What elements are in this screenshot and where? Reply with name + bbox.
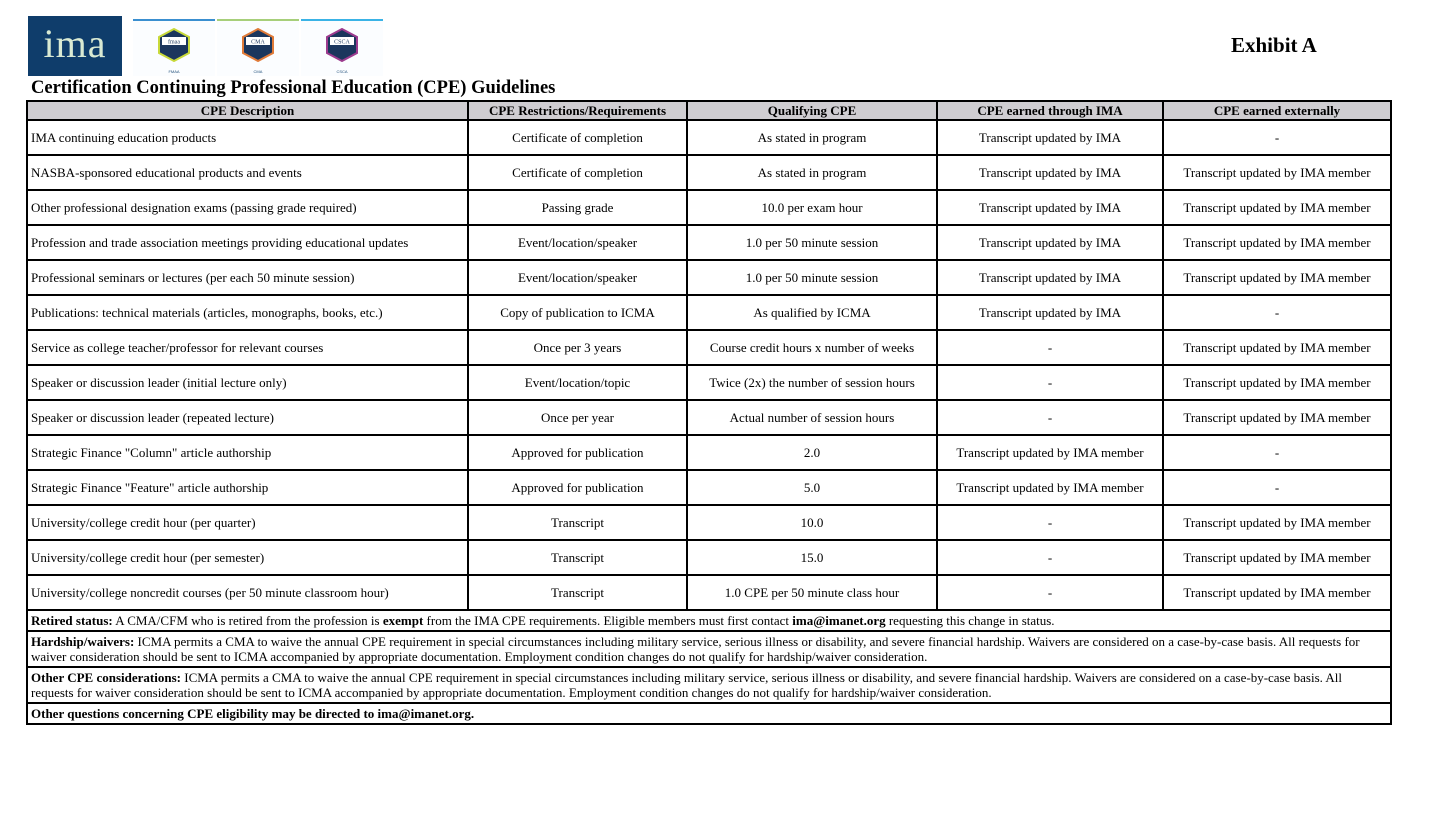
cell-externally: - xyxy=(1163,470,1391,505)
retired-text-b: from the IMA CPE requirements. Eligible members must first contact xyxy=(423,613,793,628)
cell-externally: Transcript updated by IMA member xyxy=(1163,575,1391,610)
cell-restrictions: Event/location/topic xyxy=(468,365,687,400)
cell-externally: - xyxy=(1163,295,1391,330)
hardship-waivers-row xyxy=(27,631,1391,667)
other-considerations-text: ICMA permits a CMA to waive the annual CPE requirement in special circumstances including military service, serious illness or disability, and severe financial hardship. Waivers are considered on a case-by-case basis. All requests for waiver consideration should be sent to ICMA accompanied by appropriate documentation. Employment condition changes do not qualify for hardship/waiver consideration. xyxy=(31,670,1343,700)
other-questions-row xyxy=(27,703,1391,724)
cell-through-ima: Transcript updated by IMA xyxy=(937,155,1163,190)
csca-caption: CSCA xyxy=(336,69,348,74)
notes-section xyxy=(27,610,1391,724)
cell-qualifying: Course credit hours x number of weeks xyxy=(687,330,937,365)
cell-qualifying: 15.0 xyxy=(687,540,937,575)
cell-description: Strategic Finance "Feature" article authorship xyxy=(27,470,468,505)
cell-through-ima: Transcript updated by IMA xyxy=(937,190,1163,225)
cell-restrictions: Once per year xyxy=(468,400,687,435)
cell-through-ima: Transcript updated by IMA xyxy=(937,120,1163,155)
cell-through-ima: Transcript updated by IMA member xyxy=(937,435,1163,470)
cell-description: Other professional designation exams (passing grade required) xyxy=(27,190,468,225)
cell-externally: Transcript updated by IMA member xyxy=(1163,540,1391,575)
cell-through-ima: - xyxy=(937,330,1163,365)
cell-restrictions: Copy of publication to ICMA xyxy=(468,295,687,330)
cell-through-ima: - xyxy=(937,540,1163,575)
cell-through-ima: - xyxy=(937,365,1163,400)
cell-qualifying: 10.0 per exam hour xyxy=(687,190,937,225)
table-row xyxy=(27,540,1391,575)
retired-status-row xyxy=(27,610,1391,631)
page-title: Certification Continuing Professional Education (CPE) Guidelines xyxy=(31,78,556,98)
table-row xyxy=(27,260,1391,295)
fmaa-badge-text: fmaa xyxy=(168,39,180,46)
cell-description: Service as college teacher/professor for relevant courses xyxy=(27,330,468,365)
cell-externally: Transcript updated by IMA member xyxy=(1163,365,1391,400)
table-row xyxy=(27,365,1391,400)
cell-description: Speaker or discussion leader (initial lecture only) xyxy=(27,365,468,400)
cell-restrictions: Event/location/speaker xyxy=(468,260,687,295)
cell-through-ima: - xyxy=(937,505,1163,540)
cell-description: NASBA-sponsored educational products and events xyxy=(27,155,468,190)
cell-description: University/college credit hour (per semester) xyxy=(27,540,468,575)
table-row xyxy=(27,400,1391,435)
table-row xyxy=(27,120,1391,155)
other-considerations-label: Other CPE considerations: xyxy=(31,670,181,685)
cell-externally: Transcript updated by IMA member xyxy=(1163,505,1391,540)
csca-badge xyxy=(301,19,383,76)
cell-description: Speaker or discussion leader (repeated lecture) xyxy=(27,400,468,435)
cell-qualifying: 5.0 xyxy=(687,470,937,505)
cell-description: Strategic Finance "Column" article authorship xyxy=(27,435,468,470)
cell-qualifying: As qualified by ICMA xyxy=(687,295,937,330)
table-row xyxy=(27,505,1391,540)
hardship-label: Hardship/waivers: xyxy=(31,634,135,649)
retired-status-label: Retired status: xyxy=(31,613,113,628)
table-row xyxy=(27,190,1391,225)
table-body xyxy=(27,120,1391,610)
column-header-externally: CPE earned externally xyxy=(1163,101,1391,120)
table-header-row xyxy=(27,101,1391,120)
fmaa-badge-icon xyxy=(157,28,191,62)
cell-through-ima: Transcript updated by IMA member xyxy=(937,470,1163,505)
cell-externally: Transcript updated by IMA member xyxy=(1163,330,1391,365)
cell-qualifying: 2.0 xyxy=(687,435,937,470)
cell-through-ima: - xyxy=(937,400,1163,435)
cell-qualifying: 1.0 per 50 minute session xyxy=(687,225,937,260)
cell-description: University/college credit hour (per quarter) xyxy=(27,505,468,540)
cell-description: Publications: technical materials (articles, monographs, books, etc.) xyxy=(27,295,468,330)
cell-description: Professional seminars or lectures (per each 50 minute session) xyxy=(27,260,468,295)
retired-text-c: requesting this change in status. xyxy=(885,613,1055,628)
cell-description: Profession and trade association meetings providing educational updates xyxy=(27,225,468,260)
hardship-waivers-note xyxy=(27,631,1391,667)
exhibit-label: Exhibit A xyxy=(1231,33,1317,57)
other-considerations-note xyxy=(27,667,1391,703)
cell-description: IMA continuing education products xyxy=(27,120,468,155)
retired-contact-email[interactable]: ima@imanet.org xyxy=(792,613,886,628)
column-header-qualifying: Qualifying CPE xyxy=(687,101,937,120)
cpe-guidelines-table xyxy=(26,100,1392,725)
cell-qualifying: 10.0 xyxy=(687,505,937,540)
cell-qualifying: As stated in program xyxy=(687,155,937,190)
cma-caption: CMA xyxy=(253,69,263,74)
cell-externally: Transcript updated by IMA member xyxy=(1163,190,1391,225)
cell-through-ima: Transcript updated by IMA xyxy=(937,225,1163,260)
cell-qualifying: 1.0 CPE per 50 minute class hour xyxy=(687,575,937,610)
retired-exempt-word: exempt xyxy=(382,613,424,628)
cell-externally: Transcript updated by IMA member xyxy=(1163,400,1391,435)
table-row xyxy=(27,225,1391,260)
cell-qualifying: 1.0 per 50 minute session xyxy=(687,260,937,295)
cell-restrictions: Transcript xyxy=(468,505,687,540)
table-row xyxy=(27,470,1391,505)
cell-qualifying: Actual number of session hours xyxy=(687,400,937,435)
table-row xyxy=(27,575,1391,610)
cell-through-ima: - xyxy=(937,575,1163,610)
other-considerations-row xyxy=(27,667,1391,703)
cma-badge xyxy=(217,19,299,76)
cell-externally: Transcript updated by IMA member xyxy=(1163,225,1391,260)
csca-badge-icon xyxy=(325,28,359,62)
column-header-restrictions: CPE Restrictions/Requirements xyxy=(468,101,687,120)
cell-externally: Transcript updated by IMA member xyxy=(1163,155,1391,190)
column-header-description: CPE Description xyxy=(27,101,468,120)
cell-restrictions: Certificate of completion xyxy=(468,120,687,155)
table-row xyxy=(27,295,1391,330)
cell-externally: - xyxy=(1163,120,1391,155)
certification-badges xyxy=(133,19,383,76)
cma-badge-text: CMA xyxy=(251,39,265,46)
cell-restrictions: Once per 3 years xyxy=(468,330,687,365)
retired-text-a: A CMA/CFM who is retired from the profession is xyxy=(112,613,383,628)
cell-restrictions: Approved for publication xyxy=(468,470,687,505)
cell-qualifying: As stated in program xyxy=(687,120,937,155)
cell-restrictions: Approved for publication xyxy=(468,435,687,470)
cell-qualifying: Twice (2x) the number of session hours xyxy=(687,365,937,400)
cma-badge-icon xyxy=(241,28,275,62)
other-questions-note: Other questions concerning CPE eligibility may be directed to ima@imanet.org. xyxy=(27,703,1391,724)
cell-through-ima: Transcript updated by IMA xyxy=(937,260,1163,295)
fmaa-caption: FMAA xyxy=(168,69,180,74)
cell-restrictions: Transcript xyxy=(468,540,687,575)
table-row xyxy=(27,330,1391,365)
cell-restrictions: Passing grade xyxy=(468,190,687,225)
cell-externally: Transcript updated by IMA member xyxy=(1163,260,1391,295)
cell-restrictions: Certificate of completion xyxy=(468,155,687,190)
cell-through-ima: Transcript updated by IMA xyxy=(937,295,1163,330)
ima-logo: ima xyxy=(28,16,122,76)
cell-description: University/college noncredit courses (per 50 minute classroom hour) xyxy=(27,575,468,610)
table-row xyxy=(27,435,1391,470)
cell-restrictions: Transcript xyxy=(468,575,687,610)
hardship-text: ICMA permits a CMA to waive the annual CPE requirement in special circumstances including military service, serious illness or disability, and severe financial hardship. Waivers are considered on a case-by-case basis. All requests for waiver consideration should be sent to ICMA accompanied by appropriate documentation. Employment condition changes do not qualify for hardship/waiver consideration. xyxy=(31,634,1360,664)
cell-restrictions: Event/location/speaker xyxy=(468,225,687,260)
csca-badge-text: CSCA xyxy=(334,39,350,46)
retired-status-note xyxy=(27,610,1391,631)
fmaa-badge xyxy=(133,19,215,76)
table-row xyxy=(27,155,1391,190)
cell-externally: - xyxy=(1163,435,1391,470)
column-header-through-ima: CPE earned through IMA xyxy=(937,101,1163,120)
